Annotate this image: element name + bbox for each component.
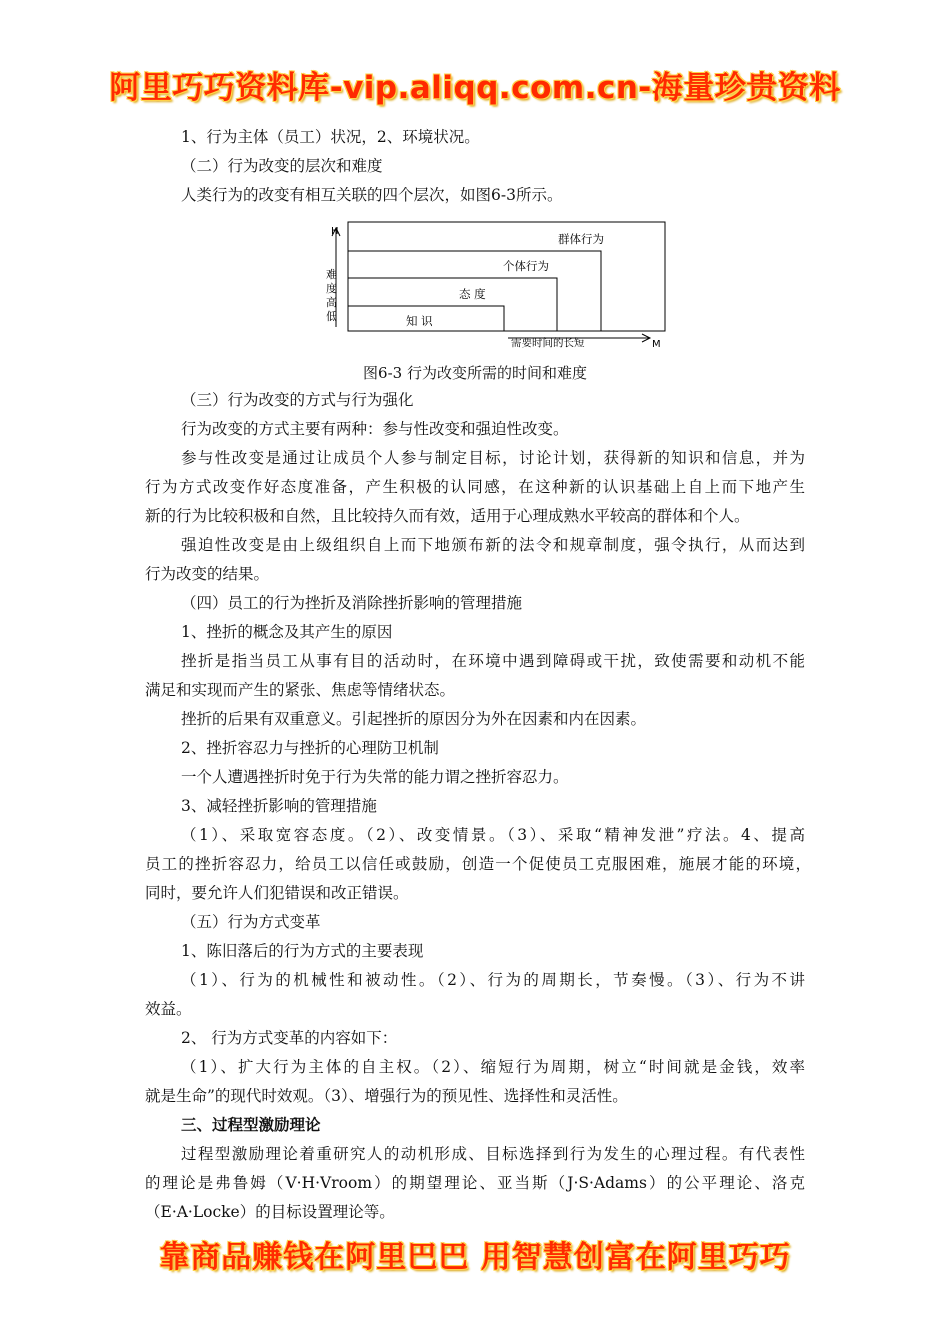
level-label-attitude: 态 度 (459, 287, 486, 301)
y-label-char: 度 (326, 282, 337, 295)
paragraph-line: （1）、行为的机械性和被动性。（2）、行为的周期长，节奏慢。（3）、行为不讲 (181, 971, 805, 989)
y-label-char: 低 (326, 310, 337, 323)
paragraph-line: 参与性改变是通过让成员个人参与制定目标，讨论计划，获得新的知识和信息，并为 (181, 449, 805, 467)
y-top-label: H (331, 226, 339, 237)
subheading: 1、陈旧落后的行为方式的主要表现 (181, 942, 424, 960)
paragraph-line: 的理论是弗鲁姆（V·H·Vroom）的期望理论、亚当斯（J·S·Adams）的公平理论、洛克 (145, 1174, 805, 1192)
paragraph-line: 行为改变的结果。 (145, 565, 270, 583)
section-heading: （二）行为改变的层次和难度 (181, 157, 383, 175)
chapter-heading: 三、过程型激励理论 (181, 1115, 321, 1134)
y-label-char: 难 (326, 268, 337, 281)
section-heading: （四）员工的行为挫折及消除挫折影响的管理措施 (181, 594, 523, 612)
paragraph-line: （1）、采取宽容态度。（2）、改变情景。（3）、采取“精神发泄”疗法。4、提高 (181, 826, 805, 844)
paragraph-line: 同时，要允许人们犯错误和改正错误。 (145, 884, 409, 902)
header-banner: 阿里巧巧资料库-vip.aliqq.com.cn-海量珍贵资料 (109, 70, 841, 106)
paragraph-line: 人类行为的改变有相互关联的四个层次，如图6-3所示。 (181, 186, 563, 204)
paragraph-line: 新的行为比较积极和自然，且比较持久而有效，适用于心理成熟水平较高的群体和个人。 (145, 507, 750, 525)
figure-6-3 (318, 220, 678, 355)
paragraph-line: 挫折是指当员工从事有目的活动时，在环境中遇到障碍或干扰，致使需要和动机不能 (181, 652, 805, 670)
subheading: 2、挫折容忍力与挫折的心理防卫机制 (181, 739, 439, 757)
paragraph-line: 就是生命”的现代时效观。（3）、增强行为的预见性、选择性和灵活性。 (145, 1087, 628, 1105)
staircase-diagram (318, 220, 678, 355)
paragraph-line: 员工的挫折容忍力，给员工以信任或鼓励，创造一个促使员工克服困难，施展才能的环境， (145, 855, 811, 873)
level-label-group: 群体行为 (558, 232, 604, 246)
subheading: 2、 行为方式变革的内容如下： (181, 1029, 398, 1047)
y-label-char: 高 (326, 296, 337, 309)
section-heading: （五）行为方式变革 (181, 913, 321, 931)
footer-banner: 靠商品赚钱在阿里巴巴 用智慧创富在阿里巧巧 (159, 1240, 791, 1275)
level-attitude (348, 278, 557, 331)
paragraph-line: 效益。 (145, 1000, 192, 1018)
x-end-label: M (652, 339, 661, 350)
paragraph-line: 一个人遭遇挫折时免于行为失常的能力谓之挫折容忍力。 (181, 768, 569, 786)
diagram-frame (348, 222, 665, 331)
section-heading: （三）行为改变的方式与行为强化 (181, 391, 414, 409)
figure-caption: 图6-3 行为改变所需的时间和难度 (363, 364, 587, 382)
subheading: 3、减轻挫折影响的管理措施 (181, 797, 377, 815)
subheading: 1、挫折的概念及其产生的原因 (181, 623, 393, 641)
paragraph-line: 行为方式改变作好态度准备，产生积极的认同感，在这种新的认识基础上自上而下地产生 (145, 478, 805, 496)
paragraph-line: （E·A·Locke）的目标设置理论等。 (145, 1203, 395, 1221)
level-label-knowledge: 知 识 (406, 314, 433, 328)
paragraph-line: 强迫性改变是由上级组织自上而下地颁布新的法令和规章制度，强令执行，从而达到 (181, 536, 805, 554)
paragraph-line: 过程型激励理论着重研究人的动机形成、目标选择到行为发生的心理过程。有代表性 (181, 1145, 805, 1163)
paragraph-line: 行为改变的方式主要有两种：参与性改变和强迫性改变。 (181, 420, 569, 438)
paragraph-line: 1、行为主体（员工）状况，2、环境状况。 (181, 128, 480, 146)
paragraph-line: 满足和实现而产生的紧张、焦虑等情绪状态。 (145, 681, 456, 699)
x-axis-label: 需要时间的长短 (511, 337, 585, 349)
paragraph-line: （1）、扩大行为主体的自主权。（2）、缩短行为周期，树立“时间就是金钱，效率 (181, 1058, 805, 1076)
level-label-individual: 个体行为 (503, 259, 549, 273)
paragraph-line: 挫折的后果有双重意义。引起挫折的原因分为外在因素和内在因素。 (181, 710, 647, 728)
